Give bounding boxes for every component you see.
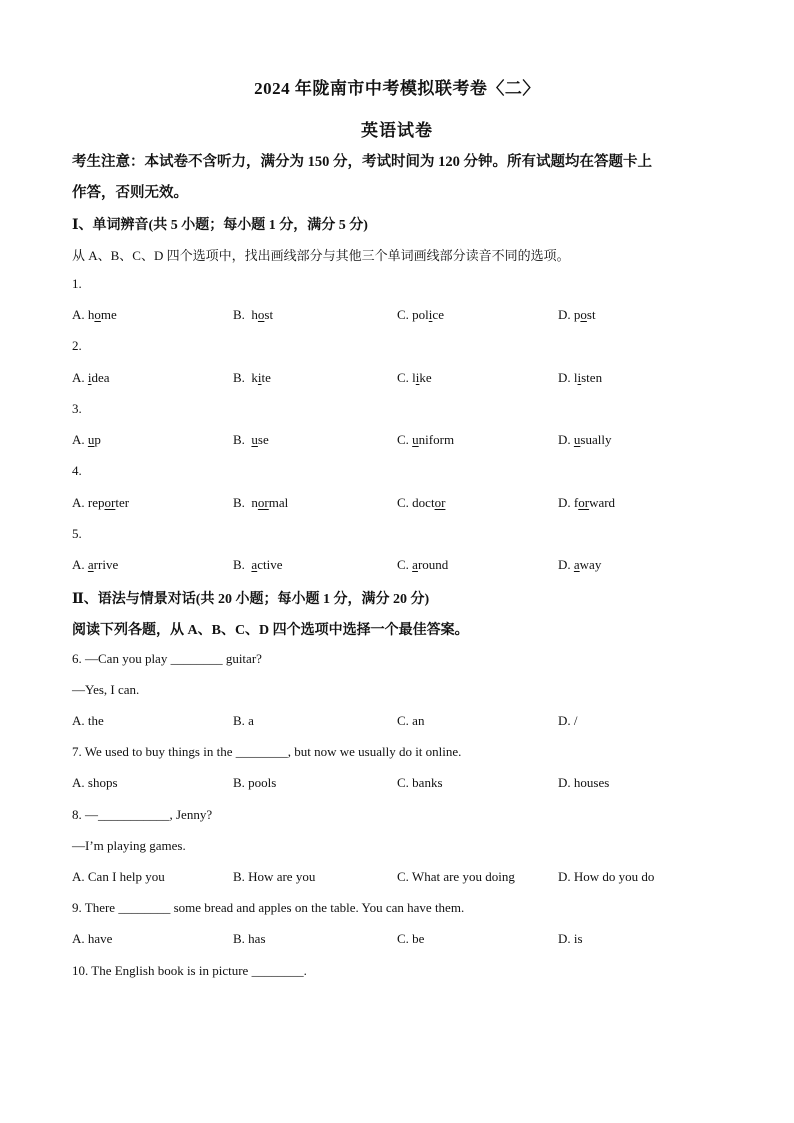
option-text: se: [257, 432, 269, 447]
option-text: C. l: [397, 370, 416, 385]
option-text: st: [586, 307, 596, 322]
underlined-letters: o: [94, 307, 101, 322]
option-text: sten: [581, 370, 603, 385]
underlined-letters: u: [251, 432, 258, 447]
exam-subtitle: 英语试卷: [361, 121, 433, 140]
exam-title: 2024 年陇南市中考模拟联考卷〈二〉: [254, 79, 540, 98]
option-text: p: [94, 432, 101, 447]
question-6-stem: 6. —Can you play ________ guitar?: [72, 651, 262, 666]
option-text: B. n: [233, 495, 258, 510]
underlined-letters: u: [87, 432, 95, 447]
question-4-option-c[interactable]: [397, 495, 445, 511]
section1-instruction: 从 A、B、C、D 四个选项中，找出画线部分与其他三个单词画线部分读音不同的选项。: [72, 248, 570, 263]
question-2-option-b[interactable]: [233, 370, 271, 386]
option-text: te: [261, 370, 271, 385]
underlined-letters: or: [104, 495, 116, 510]
question-7-option-b[interactable]: B. pools: [233, 775, 277, 790]
question-2-option-c[interactable]: [397, 370, 432, 386]
question-4-option-d[interactable]: [558, 495, 615, 511]
question-8-option-c[interactable]: C. What are you doing: [397, 869, 515, 884]
underlined-letters: i: [87, 370, 92, 385]
question-5-option-a[interactable]: [72, 557, 118, 573]
question-1-option-d[interactable]: [558, 307, 596, 323]
underlined-letters: o: [580, 307, 587, 322]
option-text: dea: [91, 370, 110, 385]
question-8-option-a[interactable]: A. Can I help you: [72, 869, 165, 884]
underlined-letters: i: [257, 370, 262, 385]
option-text: A. h: [72, 307, 95, 322]
underlined-letters: a: [573, 557, 580, 572]
option-text: A.: [72, 370, 88, 385]
question-7-option-a[interactable]: A. shops: [72, 775, 118, 790]
question-7-stem: 7. We used to buy things in the ________, but now we usually do it online.: [72, 744, 462, 759]
question-3-option-d[interactable]: [558, 432, 611, 448]
question-2-option-a[interactable]: [72, 370, 110, 386]
section2-heading: Ⅱ、语法与情景对话(共 20 小题；每小题 1 分，满分 20 分): [72, 592, 430, 607]
question-8-reply: —I’m playing games.: [72, 838, 186, 853]
underlined-letters: a: [251, 557, 258, 572]
option-text: C.: [397, 432, 413, 447]
underlined-letters: i: [428, 307, 433, 322]
option-text: D.: [558, 432, 574, 447]
question-3-number: 3.: [72, 401, 82, 416]
underlined-letters: or: [257, 495, 269, 510]
question-7-option-c[interactable]: C. banks: [397, 775, 443, 790]
question-4-number: 4.: [72, 463, 82, 478]
option-text: me: [100, 307, 117, 322]
option-text: A.: [72, 432, 88, 447]
option-text: round: [417, 557, 449, 572]
question-8-stem: 8. —___________, Jenny?: [72, 807, 213, 822]
question-1-option-b[interactable]: [233, 307, 273, 323]
option-text: C.: [397, 557, 413, 572]
question-7-option-d[interactable]: D. houses: [558, 775, 610, 790]
question-5-number: 5.: [72, 526, 82, 541]
option-text: D. l: [558, 370, 578, 385]
section1-heading: Ⅰ、单词辨音(共 5 小题；每小题 1 分，满分 5 分): [72, 218, 368, 233]
question-8-option-b[interactable]: B. How are you: [233, 869, 316, 884]
question-9-option-d[interactable]: D. is: [558, 931, 583, 946]
underlined-letters: u: [573, 432, 581, 447]
underlined-letters: or: [434, 495, 446, 510]
option-text: B. h: [233, 307, 258, 322]
option-text: C. pol: [397, 307, 429, 322]
option-text: D. f: [558, 495, 579, 510]
question-8-option-d[interactable]: D. How do you do: [558, 869, 655, 884]
underlined-letters: u: [412, 432, 419, 447]
underlined-letters: i: [577, 370, 582, 385]
underlined-letters: a: [412, 557, 418, 572]
question-5-option-d[interactable]: [558, 557, 601, 573]
question-3-option-b[interactable]: [233, 432, 269, 448]
question-6-reply: —Yes, I can.: [72, 682, 140, 697]
question-6-option-d[interactable]: D. /: [558, 713, 578, 728]
question-3-option-a[interactable]: [72, 432, 101, 448]
option-text: way: [579, 557, 602, 572]
question-10-stem: 10. The English book is in picture ________.: [72, 963, 307, 978]
question-3-option-c[interactable]: [397, 432, 454, 448]
question-6-option-a[interactable]: A. the: [72, 713, 104, 728]
notice-line-1: 考生注意：本试卷不含听力，满分为 150 分，考试时间为 120 分钟。所有试题均在答题卡上: [72, 154, 652, 170]
notice-line-2: 作答，否则无效。: [72, 185, 188, 201]
question-2-number: 2.: [72, 338, 82, 353]
underlined-letters: o: [257, 307, 265, 322]
option-text: ter: [115, 495, 130, 510]
option-text: sually: [580, 432, 612, 447]
underlined-letters: a: [87, 557, 94, 572]
question-6-option-b[interactable]: B. a: [233, 713, 254, 728]
option-text: A.: [72, 557, 88, 572]
question-4-option-a[interactable]: [72, 495, 129, 511]
option-text: st: [264, 307, 274, 322]
option-text: D. p: [558, 307, 581, 322]
question-9-option-b[interactable]: B. has: [233, 931, 266, 946]
question-6-option-c[interactable]: C. an: [397, 713, 425, 728]
option-text: mal: [268, 495, 289, 510]
option-text: A. rep: [72, 495, 105, 510]
question-1-option-c[interactable]: [397, 307, 444, 323]
option-text: ke: [419, 370, 432, 385]
question-1-number: 1.: [72, 276, 82, 291]
section2-instruction: 阅读下列各题，从 A、B、C、D 四个选项中选择一个最佳答案。: [72, 623, 469, 638]
question-9-stem: 9. There ________ some bread and apples on the table. You can have them.: [72, 900, 465, 915]
option-text: B. k: [233, 370, 258, 385]
option-text: ward: [589, 495, 616, 510]
option-text: D.: [558, 557, 574, 572]
question-4-option-b[interactable]: [233, 495, 288, 511]
option-text: rrive: [93, 557, 119, 572]
question-5-option-b[interactable]: [233, 557, 282, 573]
option-text: ce: [432, 307, 444, 322]
underlined-letters: i: [415, 370, 420, 385]
question-5-option-c[interactable]: [397, 557, 448, 573]
underlined-letters: or: [578, 495, 590, 510]
question-2-option-d[interactable]: [558, 370, 602, 386]
option-text: B.: [233, 557, 252, 572]
option-text: C. doct: [397, 495, 435, 510]
option-text: niform: [418, 432, 455, 447]
question-1-option-a[interactable]: [72, 307, 117, 323]
question-9-option-c[interactable]: C. be: [397, 931, 425, 946]
option-text: B.: [233, 432, 252, 447]
option-text: ctive: [257, 557, 283, 572]
question-9-option-a[interactable]: A. have: [72, 931, 113, 946]
